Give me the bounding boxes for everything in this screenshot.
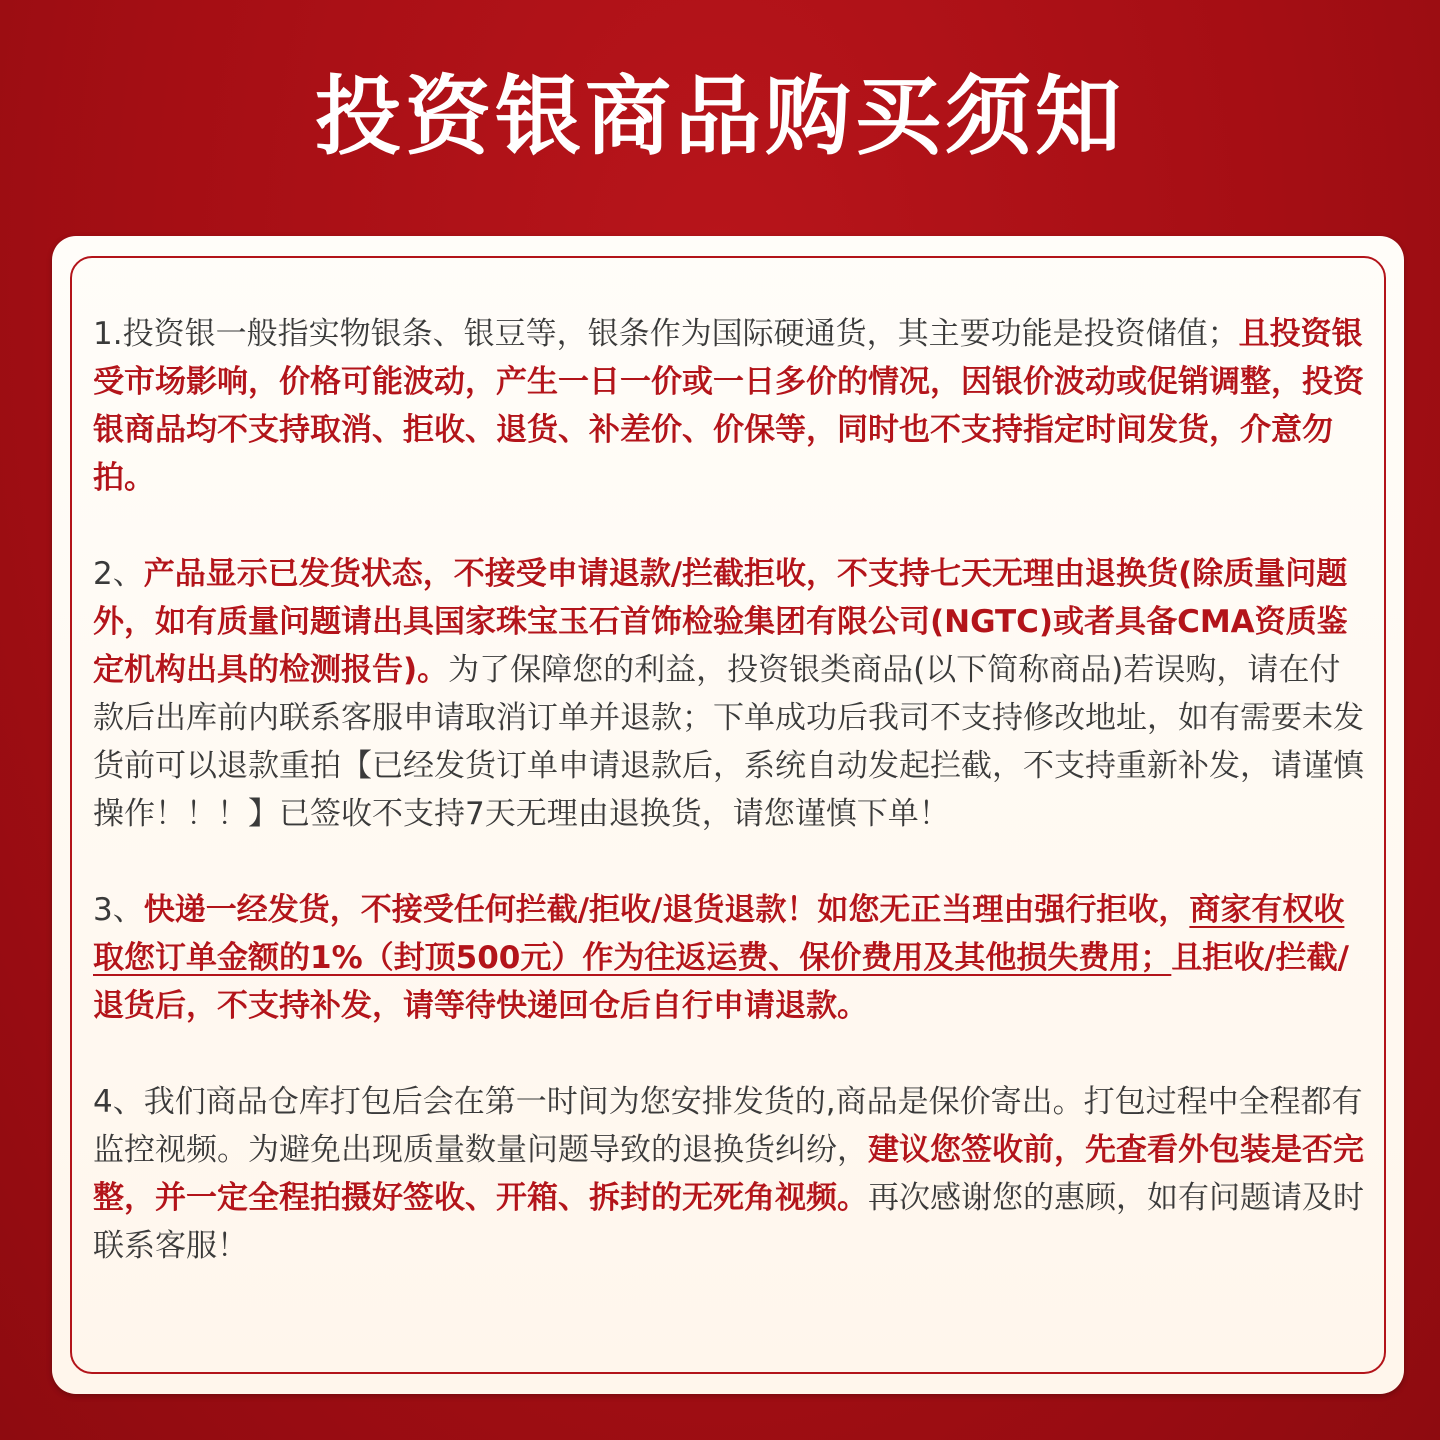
notice-content [93,310,1368,1270]
page-title: 投资银商品购买须知 [315,67,1125,167]
notice-paragraph-3 [93,886,1368,1030]
p3-underlined-highlight: 商家有权收取您订单金额的1%（封顶500元）作为往返运费、保价费用及其他损失费用； [93,892,1345,976]
p2-highlight: 产品显示已发货状态，不接受申请退款/拦截拒收，不支持七天无理由退换货(除质量问题外，如有质量问题请出具国家珠宝玉石首饰检验集团有限公司(NGTC)或者具备CMA资质鉴定机构出具的检测报告)。 [93,556,1348,688]
p4-text-end: 再次感谢您的惠顾，如有问题请及时联系客服！ [93,1180,1364,1264]
p3-number: 3、 [93,892,144,928]
p1-highlight: 且投资银受市场影响，价格可能波动，产生一日一价或一日多价的情况，因银价波动或促销调整，投资银商品均不支持取消、拒收、退货、补差价、价保等，同时也不支持指定时间发货，介意勿拍。 [93,316,1364,496]
notice-paragraph-2 [93,550,1368,838]
p4-highlight: 建议您签收前，先查看外包装是否完整，并一定全程拍摄好签收、开箱、拆封的无死角视频。 [93,1132,1364,1216]
p3-highlight: 快递一经发货，不接受任何拦截/拒收/退货退款！如您无正当理由强行拒收， [143,892,1190,928]
notice-paragraph-1 [93,310,1368,502]
p2-text: 为了保障您的利益，投资银类商品(以下简称商品)若误购，请在付款后出库前内联系客服申请取消订单并退款；下单成功后我司不支持修改地址，如有需要未发货前可以退款重拍【已经发货订单申请退款后，系统自动发起拦截，不支持重新补发，请谨慎操作！！！】已签收不支持7天无理由退换货，请您谨慎下单！ [93,652,1364,832]
p1-text: 1.投资银一般指实物银条、银豆等，银条作为国际硬通货，其主要功能是投资储值； [93,316,1239,352]
p2-number: 2、 [93,556,144,592]
p4-text: 4、我们商品仓库打包后会在第一时间为您安排发货的,商品是保价寄出。打包过程中全程都有监控视频。为避免出现质量数量问题导致的退换货纠纷， [93,1084,1363,1168]
p3-highlight-end: 且拒收/拦截/退货后，不支持补发，请等待快递回仓后自行申请退款。 [93,940,1349,1024]
notice-paragraph-4 [93,1078,1368,1270]
